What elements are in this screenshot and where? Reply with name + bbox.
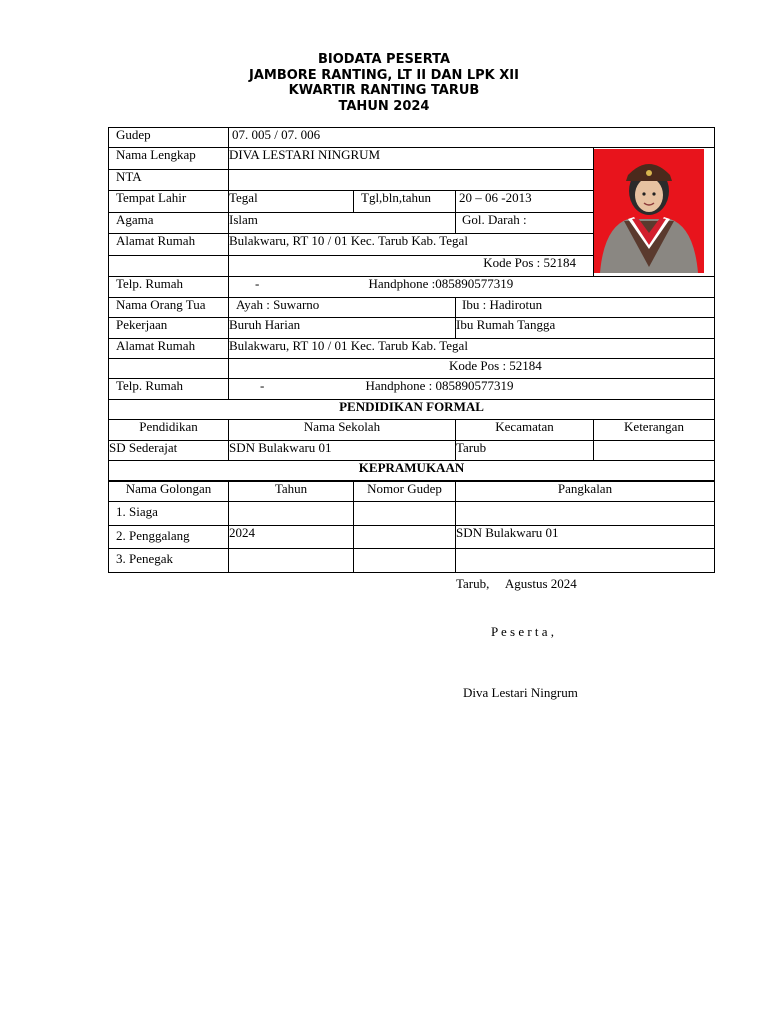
alamat-label: Alamat Rumah bbox=[109, 234, 229, 256]
tempat-lahir-value: Tegal bbox=[229, 191, 354, 213]
ortu-alamat-value: Bulakwaru, RT 10 / 01 Kec. Tarub Kab. Tegal bbox=[229, 338, 715, 358]
agama-label: Agama bbox=[109, 212, 229, 234]
signature-role: P e s e r t a , bbox=[491, 624, 555, 639]
kepramukaan-cell bbox=[456, 549, 715, 572]
kepramukaan-cell: 2. Penggalang bbox=[109, 525, 229, 548]
telp-value: - bbox=[229, 277, 354, 297]
ortu-handphone: Handphone : 085890577319 bbox=[354, 379, 715, 399]
kepramukaan-cell bbox=[229, 502, 354, 525]
pendidikan-header: Keterangan bbox=[594, 420, 715, 440]
kepramukaan-header: Nomor Gudep bbox=[354, 482, 456, 502]
biodata-table bbox=[108, 127, 715, 481]
signature-place-date: Tarub, Agustus 2024 bbox=[456, 576, 577, 591]
tgl-value: 20 – 06 -2013 bbox=[456, 191, 594, 213]
empty-cell bbox=[109, 255, 229, 277]
nama-value: DIVA LESTARI NINGRUM bbox=[229, 148, 594, 170]
ortu-telp-label: Telp. Rumah bbox=[109, 379, 229, 399]
kepramukaan-header: Pangkalan bbox=[456, 482, 715, 502]
kepramukaan-cell: 2024 bbox=[229, 525, 354, 548]
nta-value bbox=[229, 169, 594, 191]
pendidikan-cell bbox=[594, 440, 715, 460]
participant-photo bbox=[594, 149, 704, 273]
kepramukaan-table bbox=[108, 481, 715, 573]
gol-darah-label: Gol. Darah : bbox=[456, 212, 594, 234]
kepramukaan-cell bbox=[354, 525, 456, 548]
pendidikan-header: Pendidikan bbox=[109, 420, 229, 440]
ortu-kode-pos: Kode Pos : 52184 bbox=[229, 358, 715, 378]
empty-cell bbox=[109, 358, 229, 378]
kepramukaan-cell bbox=[229, 549, 354, 572]
title-line-1: BIODATA PESERTA bbox=[317, 52, 451, 67]
kepramukaan-cell bbox=[354, 502, 456, 525]
telp-label: Telp. Rumah bbox=[109, 277, 229, 297]
agama-value: Islam bbox=[229, 212, 456, 234]
gudep-label: Gudep bbox=[109, 128, 229, 148]
orang-tua-label: Nama Orang Tua bbox=[109, 297, 229, 317]
kode-pos: Kode Pos : 52184 bbox=[229, 255, 594, 277]
kepramukaan-cell bbox=[456, 502, 715, 525]
nta-label: NTA bbox=[109, 169, 229, 191]
ayah-name: Ayah : Suwarno bbox=[229, 297, 456, 317]
photo-cell bbox=[594, 148, 715, 277]
ibu-name: Ibu : Hadirotun bbox=[456, 297, 715, 317]
kepramukaan-cell: 3. Penegak bbox=[109, 549, 229, 572]
pekerjaan-ayah: Buruh Harian bbox=[229, 318, 456, 338]
pendidikan-header: Kecamatan bbox=[456, 420, 594, 440]
nama-label: Nama Lengkap bbox=[109, 148, 229, 170]
pekerjaan-ibu: Ibu Rumah Tangga bbox=[456, 318, 715, 338]
pendidikan-header: Nama Sekolah bbox=[229, 420, 456, 440]
ortu-alamat-label: Alamat Rumah bbox=[109, 338, 229, 358]
title-line-2: JAMBORE RANTING, LT II DAN LPK XII bbox=[249, 67, 519, 83]
signature-name: Diva Lestari Ningrum bbox=[463, 685, 578, 700]
pendidikan-cell: SDN Bulakwaru 01 bbox=[229, 440, 456, 460]
tempat-lahir-label: Tempat Lahir bbox=[109, 191, 229, 213]
kepramukaan-cell bbox=[354, 549, 456, 572]
pendidikan-cell: SD Sederajat bbox=[109, 440, 229, 460]
alamat-value: Bulakwaru, RT 10 / 01 Kec. Tarub Kab. Tegal bbox=[229, 234, 594, 256]
document-title bbox=[0, 52, 768, 114]
ortu-telp-value: - bbox=[229, 379, 354, 399]
handphone: Handphone :085890577319 bbox=[354, 277, 715, 297]
title-line-3: KWARTIR RANTING TARUB bbox=[288, 83, 480, 98]
kepramukaan-heading: KEPRAMUKAAN bbox=[109, 460, 715, 480]
tgl-label: Tgl,bln,tahun bbox=[354, 191, 456, 213]
pendidikan-heading: PENDIDIKAN FORMAL bbox=[109, 399, 715, 419]
kepramukaan-cell: 1. Siaga bbox=[109, 502, 229, 525]
title-line-4: TAHUN 2024 bbox=[338, 98, 430, 114]
kepramukaan-header: Nama Golongan bbox=[109, 482, 229, 502]
kepramukaan-cell: SDN Bulakwaru 01 bbox=[456, 525, 715, 548]
kepramukaan-header: Tahun bbox=[229, 482, 354, 502]
pendidikan-cell: Tarub bbox=[456, 440, 594, 460]
pekerjaan-label: Pekerjaan bbox=[109, 318, 229, 338]
gudep-value: 07. 005 / 07. 006 bbox=[229, 128, 715, 148]
